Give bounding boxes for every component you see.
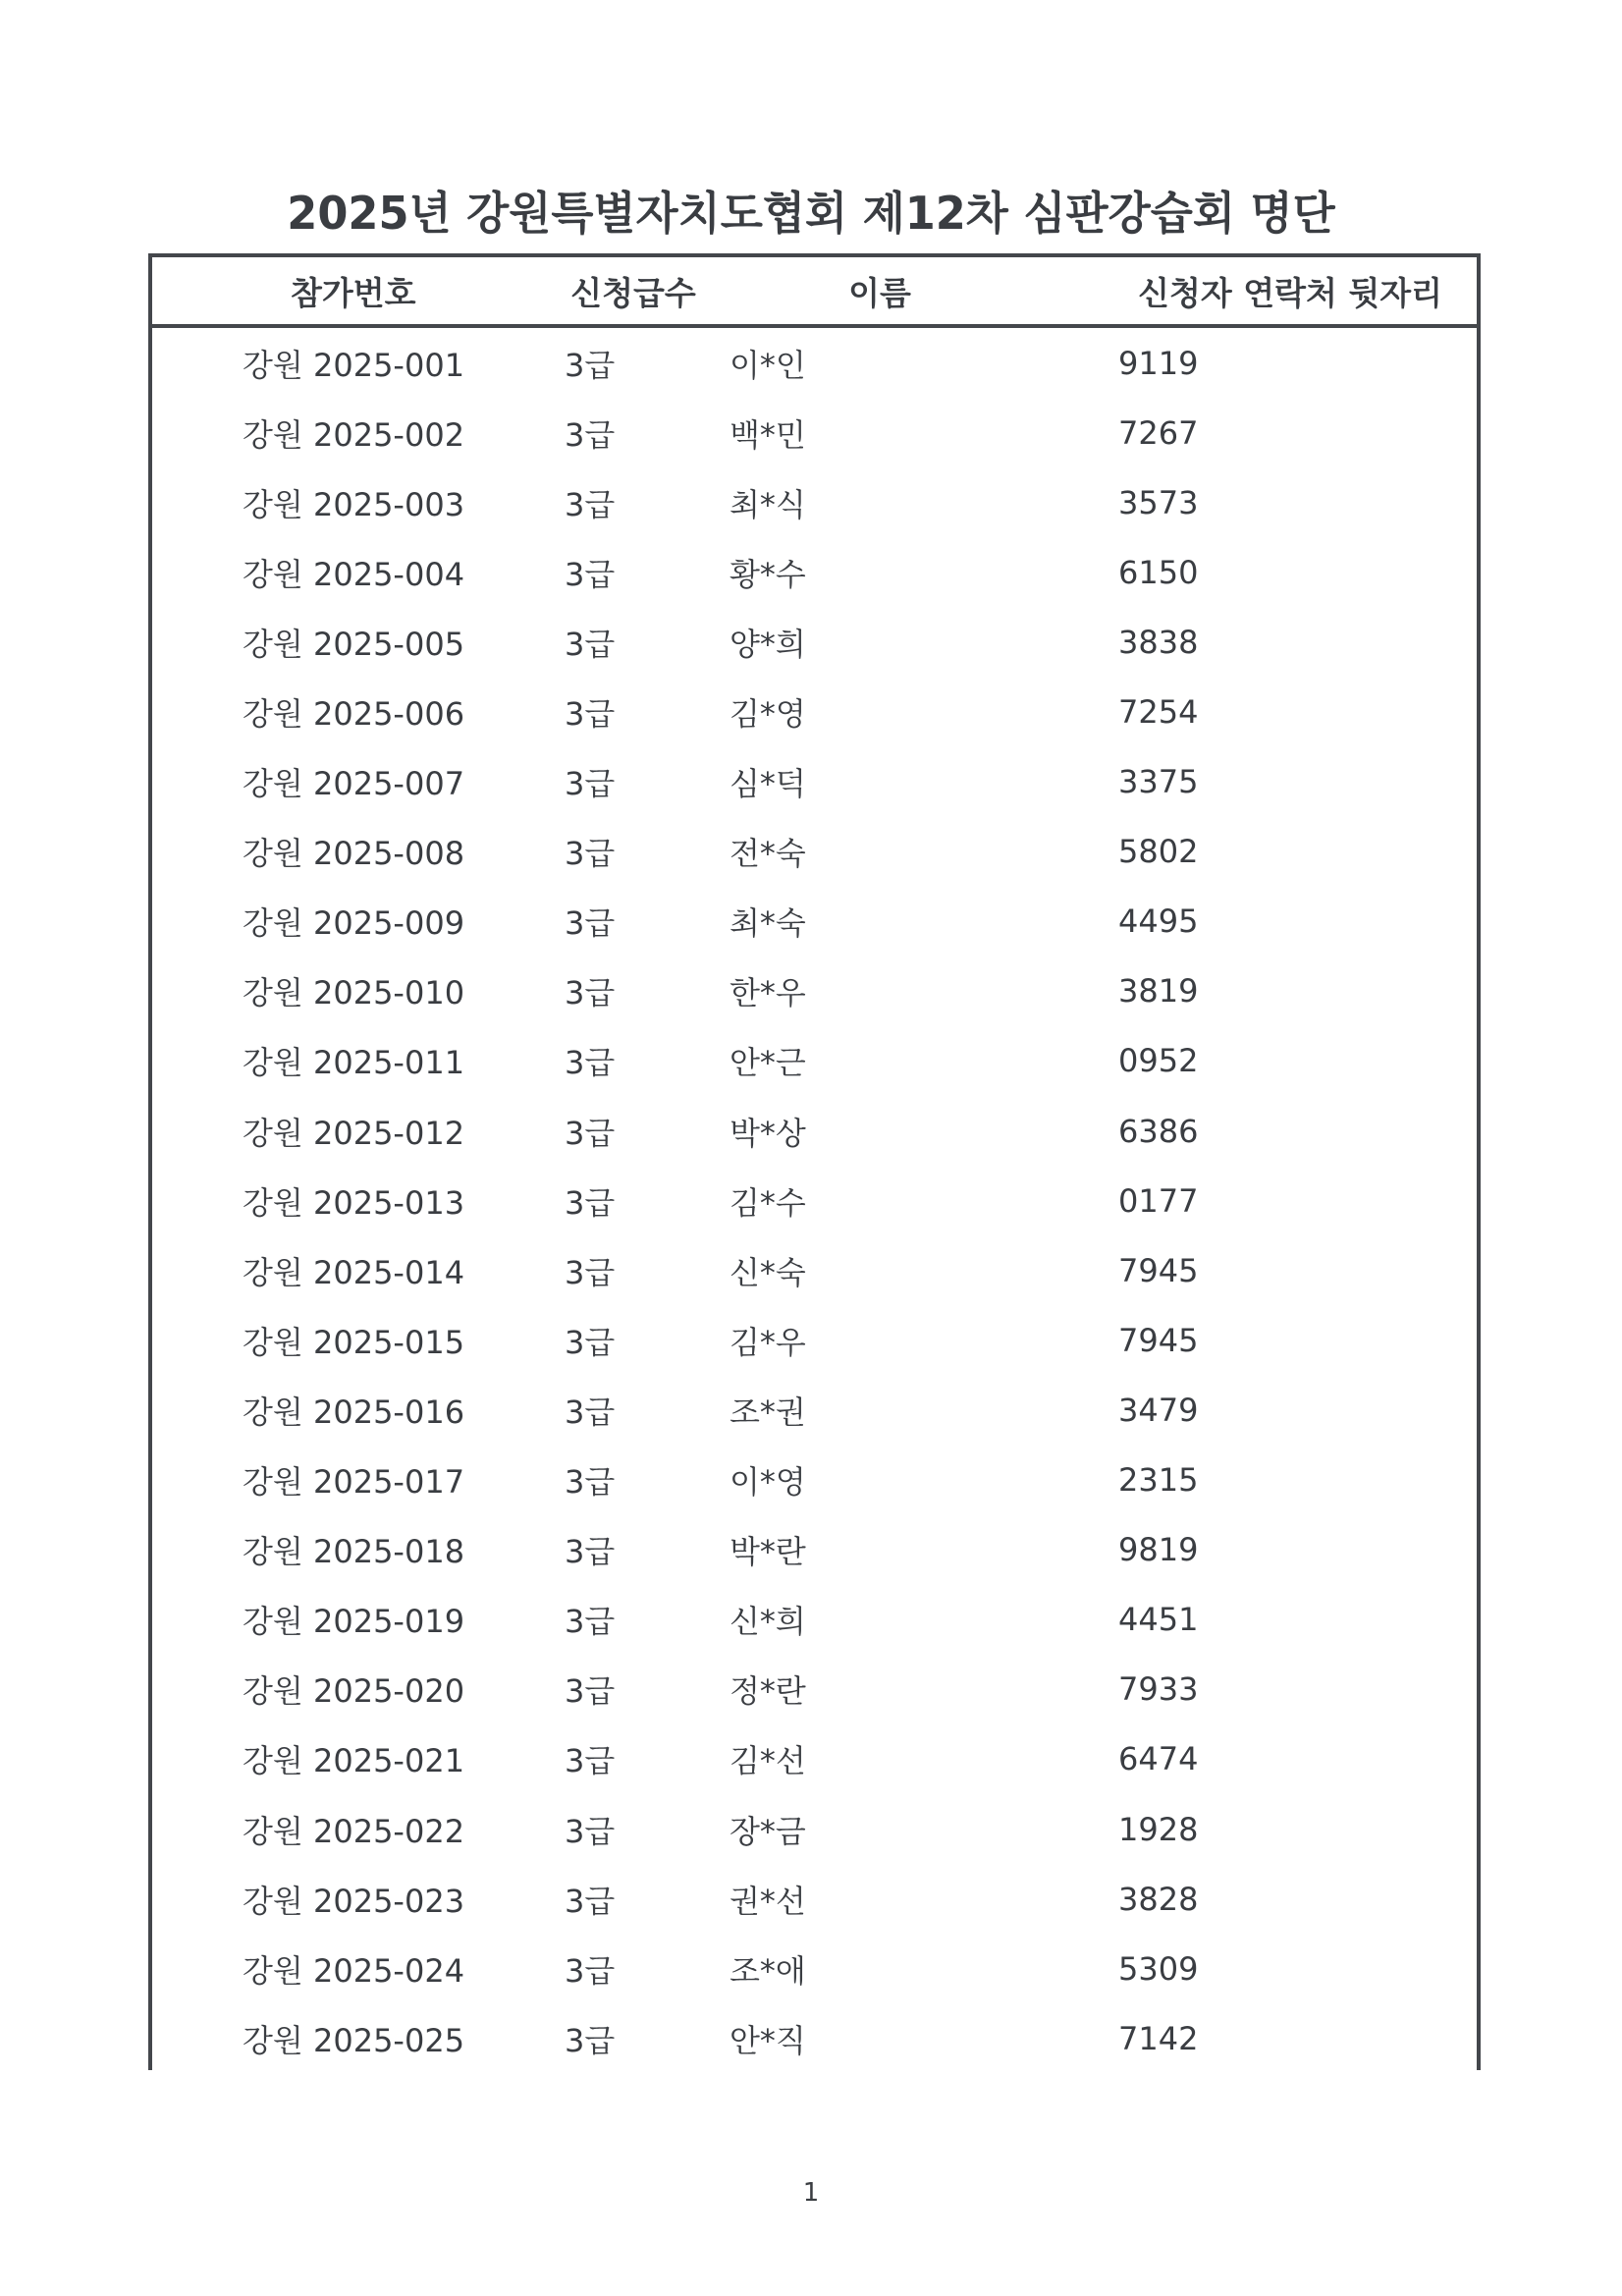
cell-participant-no: 강원 2025-011 (243, 1044, 465, 1082)
cell-participant-no: 강원 2025-012 (243, 1114, 465, 1152)
cell-phone-last-digits: 7267 (1118, 413, 1199, 452)
cell-participant-no: 강원 2025-022 (243, 1812, 465, 1850)
cell-participant-no: 강원 2025-001 (243, 346, 465, 384)
cell-grade: 3급 (565, 765, 616, 803)
cell-name: 조*권 (730, 1393, 806, 1431)
cell-name: 신*숙 (730, 1253, 806, 1291)
cell-name: 정*란 (730, 1672, 806, 1711)
table-header-row (152, 257, 1477, 328)
cell-participant-no: 강원 2025-021 (243, 1742, 465, 1780)
cell-participant-no: 강원 2025-024 (243, 1951, 465, 1990)
cell-participant-no: 강원 2025-009 (243, 904, 465, 943)
cell-phone-last-digits: 9819 (1118, 1531, 1199, 1569)
cell-phone-last-digits: 7945 (1118, 1251, 1199, 1289)
cell-phone-last-digits: 6474 (1118, 1740, 1199, 1778)
cell-name: 한*우 (730, 974, 806, 1012)
cell-name: 황*수 (730, 555, 806, 593)
table-row (152, 1375, 1477, 1445)
cell-participant-no: 강원 2025-016 (243, 1393, 465, 1431)
cell-name: 안*근 (730, 1044, 806, 1082)
cell-phone-last-digits: 3828 (1118, 1880, 1199, 1918)
cell-name: 전*숙 (730, 835, 806, 873)
cell-grade: 3급 (565, 555, 616, 593)
cell-name: 김*선 (730, 1742, 806, 1780)
roster-table (148, 253, 1481, 2070)
cell-grade: 3급 (565, 1951, 616, 1990)
cell-grade: 3급 (565, 346, 616, 384)
cell-grade: 3급 (565, 1183, 616, 1222)
cell-phone-last-digits: 0952 (1118, 1042, 1199, 1080)
table-row (152, 1794, 1477, 1864)
cell-name: 권*선 (730, 1882, 806, 1920)
cell-participant-no: 강원 2025-004 (243, 555, 465, 593)
cell-name: 양*희 (730, 625, 806, 663)
cell-grade: 3급 (565, 1253, 616, 1291)
cell-participant-no: 강원 2025-007 (243, 765, 465, 803)
cell-name: 김*수 (730, 1183, 806, 1222)
table-row (152, 677, 1477, 746)
cell-phone-last-digits: 7945 (1118, 1321, 1199, 1359)
cell-grade: 3급 (565, 904, 616, 943)
cell-grade: 3급 (565, 695, 616, 734)
cell-name: 이*인 (730, 346, 806, 384)
table-row (152, 1096, 1477, 1166)
table-row (152, 1934, 1477, 2003)
cell-participant-no: 강원 2025-018 (243, 1533, 465, 1571)
cell-phone-last-digits: 7933 (1118, 1670, 1199, 1709)
cell-grade: 3급 (565, 1812, 616, 1850)
table-row (152, 1235, 1477, 1305)
cell-phone-last-digits: 3573 (1118, 483, 1199, 521)
table-row (152, 2003, 1477, 2073)
cell-name: 박*상 (730, 1114, 806, 1152)
header-name: 이름 (848, 273, 911, 312)
cell-participant-no: 강원 2025-008 (243, 835, 465, 873)
cell-participant-no: 강원 2025-010 (243, 974, 465, 1012)
cell-phone-last-digits: 9119 (1118, 344, 1199, 382)
cell-grade: 3급 (565, 1323, 616, 1361)
cell-participant-no: 강원 2025-025 (243, 2021, 465, 2059)
cell-participant-no: 강원 2025-023 (243, 1882, 465, 1920)
cell-name: 김*우 (730, 1323, 806, 1361)
cell-grade: 3급 (565, 974, 616, 1012)
table-row (152, 957, 1477, 1026)
cell-name: 장*금 (730, 1812, 806, 1850)
cell-phone-last-digits: 4495 (1118, 902, 1199, 941)
cell-grade: 3급 (565, 1672, 616, 1711)
table-row (152, 1585, 1477, 1655)
cell-phone-last-digits: 5309 (1118, 1949, 1199, 1988)
cell-grade: 3급 (565, 1044, 616, 1082)
table-row (152, 1515, 1477, 1585)
header-grade: 신청급수 (570, 273, 696, 312)
table-row (152, 328, 1477, 398)
page-number: 1 (802, 2178, 820, 2208)
cell-phone-last-digits: 2315 (1118, 1461, 1199, 1500)
cell-grade: 3급 (565, 1882, 616, 1920)
cell-grade: 3급 (565, 415, 616, 454)
cell-phone-last-digits: 3375 (1118, 763, 1199, 801)
cell-grade: 3급 (565, 2021, 616, 2059)
table-row (152, 1026, 1477, 1096)
table-row (152, 1305, 1477, 1375)
cell-phone-last-digits: 5802 (1118, 833, 1199, 871)
cell-participant-no: 강원 2025-020 (243, 1672, 465, 1711)
cell-participant-no: 강원 2025-019 (243, 1603, 465, 1641)
cell-name: 최*숙 (730, 904, 806, 943)
cell-grade: 3급 (565, 835, 616, 873)
cell-name: 백*민 (730, 415, 806, 454)
cell-phone-last-digits: 6150 (1118, 553, 1199, 591)
cell-phone-last-digits: 3819 (1118, 972, 1199, 1011)
table-row (152, 1446, 1477, 1515)
header-participant-no: 참가번호 (291, 273, 416, 312)
cell-phone-last-digits: 7254 (1118, 693, 1199, 732)
table-row (152, 467, 1477, 537)
cell-participant-no: 강원 2025-015 (243, 1323, 465, 1361)
table-row (152, 398, 1477, 467)
cell-name: 최*식 (730, 485, 806, 523)
table-row (152, 607, 1477, 677)
cell-name: 조*애 (730, 1951, 806, 1990)
cell-grade: 3급 (565, 1742, 616, 1780)
cell-name: 이*영 (730, 1463, 806, 1502)
cell-name: 박*란 (730, 1533, 806, 1571)
cell-name: 안*직 (730, 2021, 806, 2059)
cell-participant-no: 강원 2025-005 (243, 625, 465, 663)
table-row (152, 817, 1477, 887)
cell-name: 김*영 (730, 695, 806, 734)
cell-phone-last-digits: 1928 (1118, 1810, 1199, 1848)
cell-participant-no: 강원 2025-006 (243, 695, 465, 734)
cell-phone-last-digits: 3479 (1118, 1391, 1199, 1429)
cell-phone-last-digits: 6386 (1118, 1112, 1199, 1150)
table-row (152, 747, 1477, 817)
table-row (152, 1166, 1477, 1235)
header-phone-last-digits: 신청자 연락처 뒷자리 (1138, 273, 1442, 312)
table-row (152, 1655, 1477, 1724)
cell-grade: 3급 (565, 1114, 616, 1152)
table-body (152, 328, 1477, 2073)
cell-grade: 3급 (565, 1463, 616, 1502)
cell-grade: 3급 (565, 1603, 616, 1641)
table-row (152, 537, 1477, 607)
table-row (152, 1864, 1477, 1934)
cell-grade: 3급 (565, 1393, 616, 1431)
cell-participant-no: 강원 2025-014 (243, 1253, 465, 1291)
cell-participant-no: 강원 2025-017 (243, 1463, 465, 1502)
document-title: 2025년 강원특별자치도협회 제12차 심판강습회 명단 (287, 186, 1335, 240)
table-row (152, 887, 1477, 957)
cell-grade: 3급 (565, 485, 616, 523)
cell-phone-last-digits: 3838 (1118, 623, 1199, 661)
table-row (152, 1724, 1477, 1794)
cell-phone-last-digits: 7142 (1118, 2019, 1199, 2057)
cell-grade: 3급 (565, 1533, 616, 1571)
cell-name: 신*희 (730, 1603, 806, 1641)
cell-phone-last-digits: 4451 (1118, 1601, 1199, 1639)
cell-name: 심*덕 (730, 765, 806, 803)
cell-participant-no: 강원 2025-013 (243, 1183, 465, 1222)
cell-phone-last-digits: 0177 (1118, 1181, 1199, 1220)
cell-participant-no: 강원 2025-002 (243, 415, 465, 454)
cell-grade: 3급 (565, 625, 616, 663)
cell-participant-no: 강원 2025-003 (243, 485, 465, 523)
